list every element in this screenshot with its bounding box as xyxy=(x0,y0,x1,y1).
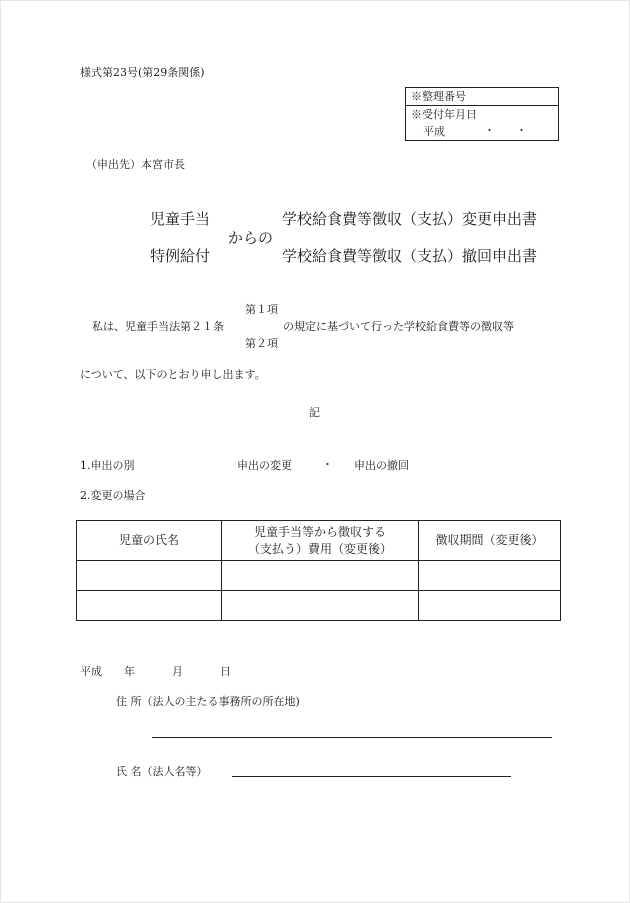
title-change-request: 学校給食費等徴収（支払）変更申出書 xyxy=(282,210,538,228)
change-table xyxy=(76,520,561,621)
section-2-label: 2.変更の場合 xyxy=(80,489,146,502)
reg-number-label: ※整理番号 xyxy=(411,90,466,103)
title-child-allowance: 児童手当 xyxy=(150,210,211,228)
option-separator: ・ xyxy=(322,458,333,471)
form-number: 様式第23号(第29条関係) xyxy=(80,66,205,79)
table-cell-cost[interactable] xyxy=(222,591,419,621)
received-date-label: ※受付年月日 xyxy=(411,108,477,121)
name-label: 氏 名（法人名等） xyxy=(116,765,208,778)
body-text-pre: 私は、児童手当法第２１条 xyxy=(92,320,224,333)
registration-box-divider xyxy=(406,105,558,106)
table-header-cost xyxy=(222,521,419,561)
table-row xyxy=(77,591,561,621)
table-header-cost-line1: 児童手当等から徴収する xyxy=(253,524,386,539)
table-header-child-name: 児童の氏名 xyxy=(77,521,222,561)
table-cell-period[interactable] xyxy=(419,591,561,621)
table-header-row xyxy=(77,521,561,561)
option-change[interactable]: 申出の変更 xyxy=(237,459,292,472)
paragraph-1-label: 第１項 xyxy=(245,303,278,316)
table-row xyxy=(77,561,561,591)
body-text-post: の規定に基づいて行った学校給食費等の徴収等 xyxy=(283,320,514,333)
received-date-era: 平成 xyxy=(423,125,445,138)
date-day: 日 xyxy=(220,665,231,678)
name-line[interactable] xyxy=(232,776,511,777)
date-era: 平成 xyxy=(80,665,102,678)
registration-box xyxy=(405,87,559,141)
date-year: 年 xyxy=(124,665,135,678)
table-cell-child-name[interactable] xyxy=(77,591,222,621)
table-cell-cost[interactable] xyxy=(222,561,419,591)
submission-date xyxy=(80,665,231,678)
section-1-label: 1.申出の別 xyxy=(80,459,135,472)
option-withdraw[interactable]: 申出の撤回 xyxy=(354,459,409,472)
address-line[interactable] xyxy=(152,737,552,738)
title-withdraw-request: 学校給食費等徴収（支払）撤回申出書 xyxy=(282,247,538,265)
table-header-cost-line2: （支払う）費用（変更後） xyxy=(247,541,392,556)
received-date-dot-2: ・ xyxy=(516,124,527,137)
table-header-period: 徴収期間（変更後） xyxy=(419,521,561,561)
address-label: 住 所（法人の主たる事務所の所在地) xyxy=(116,695,300,708)
body-text-line2: について、以下のとおり申し出ます。 xyxy=(80,368,266,381)
received-date-dot-1: ・ xyxy=(484,124,495,137)
table-cell-period[interactable] xyxy=(419,561,561,591)
paragraph-2-label: 第２項 xyxy=(245,337,278,350)
table-cell-child-name[interactable] xyxy=(77,561,222,591)
title-special-benefit: 特例給付 xyxy=(150,247,211,265)
title-kara: からの xyxy=(228,229,274,247)
date-month: 月 xyxy=(172,665,183,678)
ki-heading: 記 xyxy=(309,406,320,419)
addressee: （申出先）本宮市長 xyxy=(86,158,185,171)
